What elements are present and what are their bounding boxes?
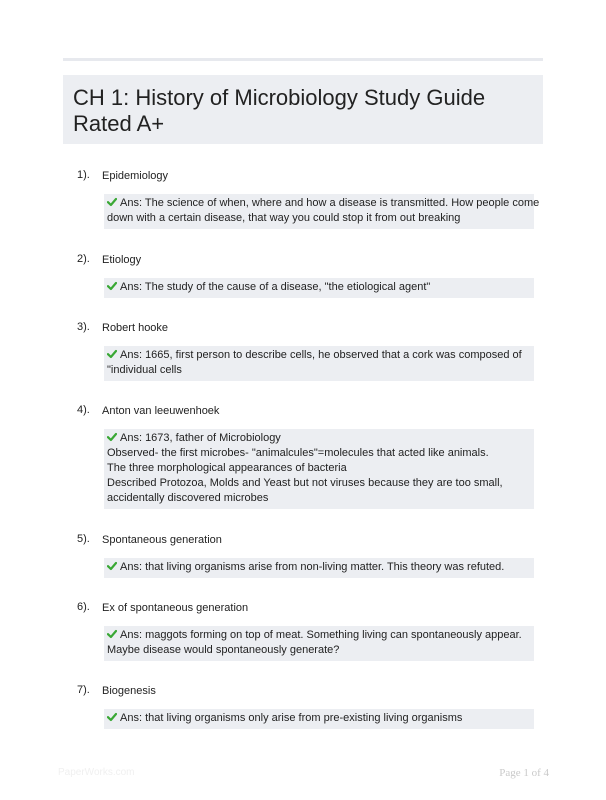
footer-watermark: PaperWorks.com [58,767,135,778]
answer-text: "individual cells [107,364,182,376]
answer-text: Ans: 1673, father of Microbiology [120,432,281,444]
answer-text: Ans: that living organisms only arise from pre-existing living organisms [120,712,463,724]
checkmark-icon [107,197,117,207]
answer-text: Observed- the first microbes- "animalcules"=molecules that acted like animals. [107,447,489,459]
question-number: 6). [77,601,90,613]
question-number: 7). [77,684,90,696]
answer-text: down with a certain disease, that way you could stop it from out breaking [107,212,461,224]
answer-box [104,558,534,578]
question-term: Biogenesis [102,685,156,697]
answer-text: Described Protozoa, Molds and Yeast but not viruses because they are too small, [107,477,503,489]
title-banner [63,75,543,144]
answer-text: Ans: The science of when, where and how a disease is transmitted. How people come [120,197,540,209]
question-term: Anton van leeuwenhoek [102,405,220,417]
page-title: CH 1: History of Microbiology Study Guide Rated A+ [73,85,486,136]
checkmark-icon [107,561,117,571]
answer-box [104,346,534,381]
checkmark-icon [107,432,117,442]
checkmark-icon [107,712,117,722]
answer-box [104,194,540,229]
answer-box [104,429,534,509]
answer-text: Ans: 1665, first person to describe cells, he observed that a cork was composed of [120,349,522,361]
question-term: Robert hooke [102,322,169,334]
question-number: 1). [77,169,90,181]
question-number: 2). [77,253,90,265]
answer-text: Maybe disease would spontaneously generate? [107,644,340,656]
answer-box [104,626,534,661]
answer-text: Ans: maggots forming on top of meat. Something living can spontaneously appear. [120,629,522,641]
checkmark-icon [107,281,117,291]
question-number: 5). [77,533,90,545]
checkmark-icon [107,349,117,359]
question-number: 4). [77,404,90,416]
question-term: Spontaneous generation [102,534,222,546]
top-divider [63,58,543,61]
question-term: Epidemiology [102,170,169,182]
answer-box [104,278,534,298]
page-number: Page 1 of 4 [499,767,549,779]
checkmark-icon [107,629,117,639]
question-term: Etiology [102,254,142,266]
answer-text: Ans: that living organisms arise from non-living matter. This theory was refuted. [120,561,505,573]
answer-text: Ans: The study of the cause of a disease, "the etiological agent" [120,281,431,293]
answer-box [104,709,534,729]
answer-text: The three morphological appearances of bacteria [107,462,347,474]
question-term: Ex of spontaneous generation [102,602,249,614]
question-number: 3). [77,321,90,333]
answer-text: accidentally discovered microbes [107,492,269,504]
